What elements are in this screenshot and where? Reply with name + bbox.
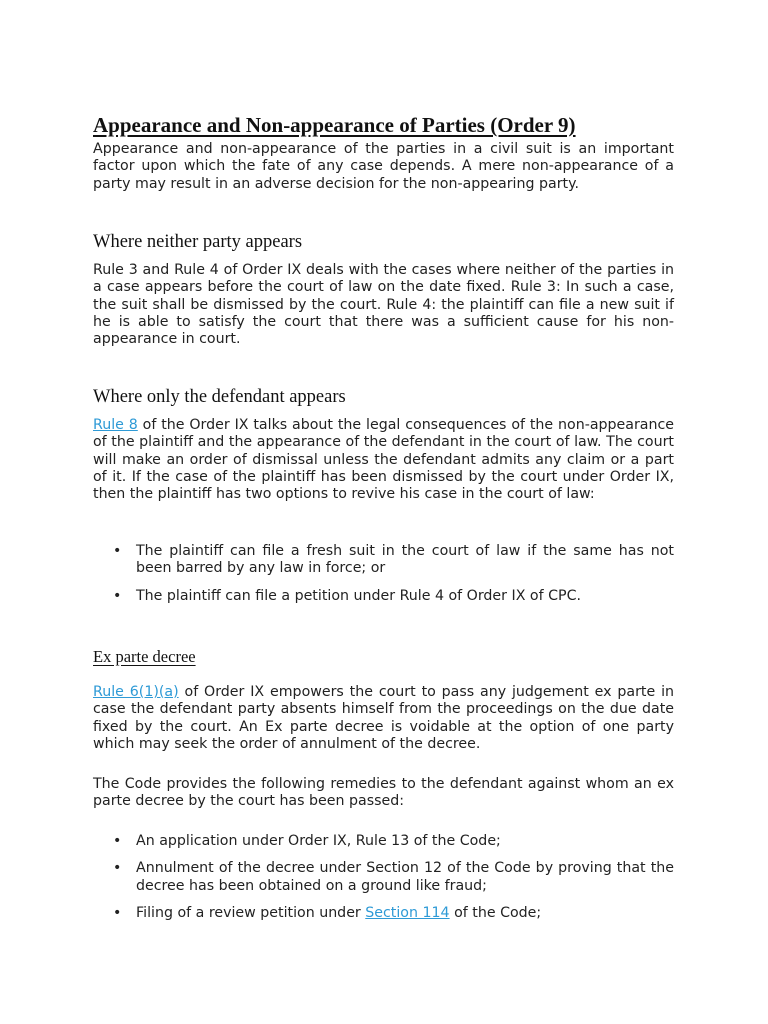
section-heading-defendant-appears: Where only the defendant appears bbox=[93, 387, 346, 407]
remedies-list bbox=[93, 833, 674, 932]
list-item: • An application under Order IX, Rule 13 of the Code; bbox=[113, 833, 501, 849]
bullet-icon: • bbox=[113, 833, 122, 849]
section-heading-ex-parte: Ex parte decree bbox=[93, 647, 196, 666]
bullet-icon: • bbox=[113, 543, 122, 559]
bullet-icon: • bbox=[113, 860, 122, 877]
bullet-icon: • bbox=[113, 587, 122, 604]
list-item: • Annulment of the decree under Section 12 of the Code by proving that the decree has been obtained on a ground like fraud; bbox=[113, 860, 674, 894]
rule-6-link[interactable]: Rule 6(1)(a) bbox=[93, 684, 179, 700]
section-114-link[interactable]: Section 114 bbox=[365, 904, 450, 921]
section-body-neither-party: Rule 3 and Rule 4 of Order IX deals with the cases where neither of the parties in a case appears before the court of law on the date fixed. Rule 3: In such a case, the suit shall be dismissed by the court. Rule 4: the plaintiff can file a new suit if he is able to satisfy the court that there was a sufficient cause for his non-appearance in court. bbox=[93, 262, 674, 348]
list-item: • The plaintiff can file a fresh suit in the court of law if the same has not been barred by any law in force; or bbox=[113, 543, 674, 577]
page-title: Appearance and Non-appearance of Parties (Order 9) bbox=[93, 113, 576, 137]
bullet-icon: • bbox=[113, 904, 122, 921]
section-body-ex-parte bbox=[93, 684, 674, 753]
revive-options-list bbox=[93, 543, 674, 615]
rule-6-text: of Order IX empowers the court to pass any judgement ex parte in case the defendant party absents himself from the proceedings on the due date fixed by the court. An Ex parte decree is voidable at the option of one party which may seek the order of annulment of the decree. bbox=[93, 684, 674, 752]
section-heading-neither-party: Where neither party appears bbox=[93, 232, 303, 252]
list-item: • Filing of a review petition under Section 114 of the Code; bbox=[113, 904, 542, 921]
list-item: • The plaintiff can file a petition under Rule 4 of Order IX of CPC. bbox=[113, 587, 581, 604]
remedies-intro: The Code provides the following remedies to the defendant against whom an ex parte decree by the court has been passed: bbox=[93, 776, 674, 810]
section-body-defendant-appears bbox=[93, 417, 674, 503]
intro-paragraph: Appearance and non-appearance of the parties in a civil suit is an important factor upon which the fate of any case depends. A mere non-appearance of a party may result in an adverse decision for the non-appearing party. bbox=[93, 141, 674, 192]
rule-8-text: of the Order IX talks about the legal consequences of the non-appearance of the plaintiff and the appearance of the defendant in the court of law. The court will make an order of dismissal unless the defendant admits any claim or a part of it. If the case of the plaintiff has been dismissed by the court under Order IX, then the plaintiff has two options to revive his case in the court of law: bbox=[93, 417, 674, 503]
rule-8-link[interactable]: Rule 8 bbox=[93, 417, 138, 433]
